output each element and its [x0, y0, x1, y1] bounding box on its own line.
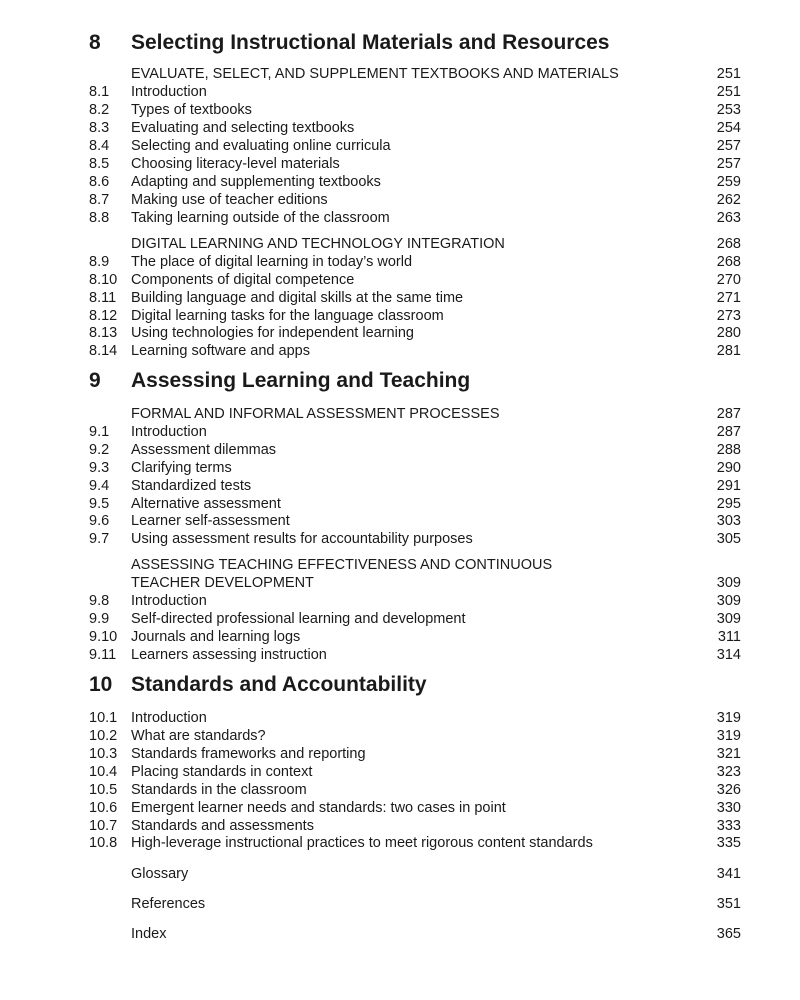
section-title: Learners assessing instruction	[131, 647, 327, 663]
section-title: Introduction	[131, 710, 207, 726]
section-title: Adapting and supplementing textbooks	[131, 174, 381, 190]
page-number: 287	[716, 406, 741, 422]
section-number: 8.1	[89, 84, 110, 100]
section-title: Introduction	[131, 84, 207, 100]
section-heading-title: ASSESSING TEACHING EFFECTIVENESS AND CONTINUOUS	[131, 557, 553, 573]
section-number: 8.4	[89, 138, 110, 154]
toc-entry	[0, 727, 800, 745]
page-number: 341	[716, 866, 741, 882]
section-number: 9.1	[89, 424, 110, 440]
section-heading	[0, 65, 800, 83]
page-number: 326	[716, 782, 741, 798]
chapter-title: Assessing Learning and Teaching	[131, 369, 471, 392]
section-number: 9.7	[89, 531, 110, 547]
toc-entry	[0, 530, 800, 548]
section-number: 9.6	[89, 513, 110, 529]
toc-entry	[0, 423, 800, 441]
section-heading-title: FORMAL AND INFORMAL ASSESSMENT PROCESSES	[131, 406, 500, 422]
section-title: The place of digital learning in today’s world	[131, 254, 413, 270]
toc-entry	[0, 191, 800, 209]
page-number: 295	[716, 496, 741, 512]
back-matter-title: Index	[131, 926, 167, 942]
page-number: 254	[716, 120, 741, 136]
toc-entry	[0, 628, 800, 646]
toc-entry	[0, 834, 800, 852]
page-number: 333	[716, 818, 741, 834]
toc-entry	[0, 763, 800, 781]
toc-entry	[0, 173, 800, 191]
page-number: 309	[716, 575, 741, 591]
toc-entry	[0, 271, 800, 289]
section-number: 10.5	[89, 782, 118, 798]
page-number: 268	[716, 254, 741, 270]
section-title: Introduction	[131, 424, 207, 440]
section-number: 8.13	[89, 325, 118, 341]
section-number: 9.11	[89, 647, 117, 663]
section-title: Standardized tests	[131, 478, 252, 494]
page-number: 253	[716, 102, 741, 118]
section-heading-continued	[0, 574, 800, 592]
toc-entry	[0, 495, 800, 513]
toc-entry	[0, 799, 800, 817]
section-heading	[0, 405, 800, 423]
section-number: 10.3	[89, 746, 118, 762]
chapter-heading	[0, 366, 800, 396]
section-number: 8.12	[89, 308, 118, 324]
toc-entry	[0, 459, 800, 477]
page-number: 321	[716, 746, 741, 762]
section-number: 10.4	[89, 764, 118, 780]
toc-entry	[0, 709, 800, 727]
page-number: 288	[716, 442, 741, 458]
page-number: 270	[716, 272, 741, 288]
section-heading-title-line2: TEACHER DEVELOPMENT	[131, 575, 314, 591]
toc-entry	[0, 342, 800, 360]
section-title: Learner self-assessment	[131, 513, 290, 529]
section-title: Standards frameworks and reporting	[131, 746, 366, 762]
page-number: 330	[716, 800, 741, 816]
toc-entry	[0, 137, 800, 155]
section-number: 8.2	[89, 102, 110, 118]
section-number: 8.8	[89, 210, 110, 226]
page-number: 273	[716, 308, 741, 324]
page-number: 319	[716, 710, 741, 726]
section-number: 9.2	[89, 442, 110, 458]
section-title: Choosing literacy-level materials	[131, 156, 340, 172]
section-title: Evaluating and selecting textbooks	[131, 120, 355, 136]
page-number: 305	[716, 531, 741, 547]
section-title: Self-directed professional learning and development	[131, 611, 466, 627]
chapter-number: 10	[89, 673, 113, 696]
section-title: Assessment dilemmas	[131, 442, 277, 458]
page-number: 335	[716, 835, 741, 851]
page-number: 257	[716, 138, 741, 154]
section-title: Selecting and evaluating online curricula	[131, 138, 391, 154]
section-number: 10.1	[89, 710, 118, 726]
page-number: 309	[716, 593, 741, 609]
section-number: 9.9	[89, 611, 110, 627]
toc-entry	[0, 512, 800, 530]
section-title: Taking learning outside of the classroom	[131, 210, 390, 226]
section-number: 8.9	[89, 254, 110, 270]
section-number: 9.8	[89, 593, 110, 609]
toc-entry	[0, 592, 800, 610]
toc-entry	[0, 781, 800, 799]
section-number: 9.4	[89, 478, 110, 494]
section-number: 8.10	[89, 272, 118, 288]
back-matter-title: Glossary	[131, 866, 189, 882]
page-number: 365	[716, 926, 741, 942]
section-number: 8.11	[89, 290, 117, 306]
section-title: Using technologies for independent learning	[131, 325, 414, 341]
page-number: 311	[717, 629, 741, 645]
page-number: 259	[716, 174, 741, 190]
section-title: Using assessment results for accountability purposes	[131, 531, 473, 547]
toc-entry	[0, 745, 800, 763]
section-title: Building language and digital skills at the same time	[131, 290, 464, 306]
section-title: Journals and learning logs	[131, 629, 301, 645]
page-number: 263	[716, 210, 741, 226]
chapter-title: Selecting Instructional Materials and Resources	[131, 31, 610, 54]
section-title: Types of textbooks	[131, 102, 252, 118]
section-title: Emergent learner needs and standards: two cases in point	[131, 800, 506, 816]
page-number: 251	[716, 66, 741, 82]
chapter-heading	[0, 28, 800, 58]
back-matter-entry	[0, 925, 800, 943]
section-heading-title: EVALUATE, SELECT, AND SUPPLEMENT TEXTBOOKS AND MATERIALS	[131, 66, 619, 82]
page-number: 309	[716, 611, 741, 627]
section-title: Clarifying terms	[131, 460, 232, 476]
section-title: Components of digital competence	[131, 272, 355, 288]
section-number: 8.5	[89, 156, 110, 172]
section-number: 8.7	[89, 192, 110, 208]
page-number: 268	[716, 236, 741, 252]
section-number: 9.10	[89, 629, 118, 645]
section-heading-title: DIGITAL LEARNING AND TECHNOLOGY INTEGRATION	[131, 236, 505, 252]
page-number: 314	[716, 647, 741, 663]
section-title: Standards and assessments	[131, 818, 314, 834]
section-heading	[0, 556, 800, 574]
chapter-number: 8	[89, 31, 101, 54]
toc-entry	[0, 289, 800, 307]
section-title: High-leverage instructional practices to meet rigorous content standards	[131, 835, 593, 851]
section-title: Digital learning tasks for the language classroom	[131, 308, 444, 324]
toc-entry	[0, 119, 800, 137]
page-number: 281	[716, 343, 741, 359]
section-title: Alternative assessment	[131, 496, 281, 512]
section-number: 10.2	[89, 728, 118, 744]
back-matter-entry	[0, 865, 800, 883]
section-number: 8.6	[89, 174, 110, 190]
toc-entry	[0, 646, 800, 664]
section-number: 8.3	[89, 120, 110, 136]
page-number: 251	[716, 84, 741, 100]
page-number: 271	[716, 290, 741, 306]
toc-entry	[0, 324, 800, 342]
back-matter-title: References	[131, 896, 206, 912]
page-number: 303	[716, 513, 741, 529]
page-number: 351	[716, 896, 741, 912]
section-number: 10.7	[89, 818, 118, 834]
toc-entry	[0, 253, 800, 271]
page-number: 257	[716, 156, 741, 172]
section-title: Learning software and apps	[131, 343, 310, 359]
page-number: 262	[716, 192, 741, 208]
page-number: 323	[716, 764, 741, 780]
section-title: What are standards?	[131, 728, 266, 744]
section-number: 9.5	[89, 496, 110, 512]
section-title: Introduction	[131, 593, 207, 609]
toc-entry	[0, 155, 800, 173]
section-heading	[0, 235, 800, 253]
back-matter-entry	[0, 895, 800, 913]
section-number: 10.6	[89, 800, 118, 816]
section-number: 10.8	[89, 835, 118, 851]
section-title: Making use of teacher editions	[131, 192, 328, 208]
page-number: 291	[716, 478, 741, 494]
toc-entry	[0, 83, 800, 101]
section-title: Placing standards in context	[131, 764, 313, 780]
toc-entry	[0, 610, 800, 628]
section-number: 8.14	[89, 343, 118, 359]
page-number: 290	[716, 460, 741, 476]
section-number: 9.3	[89, 460, 110, 476]
toc-entry	[0, 209, 800, 227]
chapter-number: 9	[89, 369, 101, 392]
toc-entry	[0, 101, 800, 119]
toc-entry	[0, 817, 800, 835]
section-title: Standards in the classroom	[131, 782, 307, 798]
toc-entry	[0, 477, 800, 495]
toc-entry	[0, 307, 800, 325]
page-number: 280	[716, 325, 741, 341]
page-number: 319	[716, 728, 741, 744]
toc-entry	[0, 441, 800, 459]
chapter-title: Standards and Accountability	[131, 673, 427, 696]
page-number: 287	[716, 424, 741, 440]
chapter-heading	[0, 670, 800, 700]
